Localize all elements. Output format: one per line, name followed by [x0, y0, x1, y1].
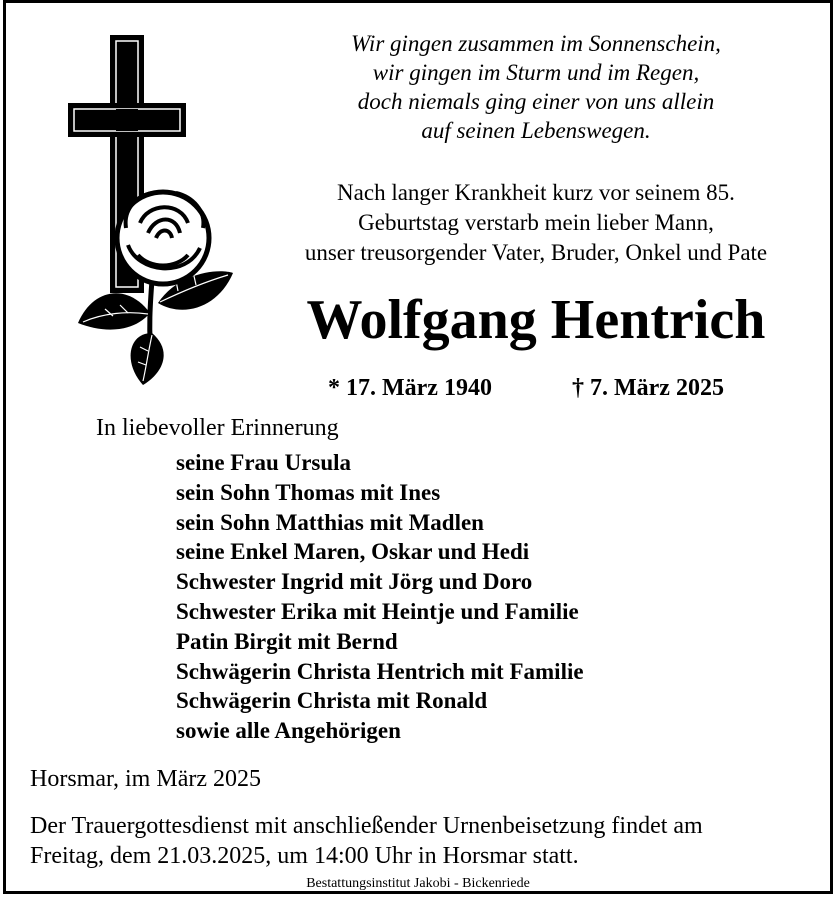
mourner-entry: sein Sohn Matthias mit Madlen: [176, 509, 484, 535]
poem: [286, 29, 786, 145]
birth-date: * 17. März 1940: [328, 375, 492, 401]
funeral-service-info: [30, 811, 820, 871]
mourner-entry: Schwägerin Christa mit Ronald: [176, 688, 488, 714]
mourner-entry: Patin Birgit mit Bernd: [176, 628, 398, 654]
poem-line: auf seinen Lebenswegen.: [421, 118, 651, 143]
funeral-home-credit: Bestattungsinstitut Jakobi - Bickenriede: [306, 876, 530, 891]
announcement-line: Nach langer Krankheit kurz vor seinem 85.: [337, 180, 735, 205]
memory-heading: In liebevoller Erinnerung: [96, 415, 339, 441]
mourner-entry: seine Frau Ursula: [176, 450, 352, 475]
announcement-line: Geburtstag verstarb mein lieber Mann,: [358, 210, 714, 235]
poem-line: Wir gingen zusammen im Sonnenschein,: [351, 31, 721, 56]
death-date: † 7. März 2025: [572, 375, 724, 401]
mourner-entry: Schwägerin Christa Hentrich mit Familie: [176, 658, 584, 684]
poem-line: doch niemals ging einer von uns allein: [357, 89, 715, 114]
announcement-line: unser treusorgender Vater, Bruder, Onkel und Pate: [304, 240, 768, 265]
mourner-entry: Schwester Erika mit Heintje und Familie: [176, 598, 579, 624]
service-line: Der Trauergottesdienst mit anschließender Urnenbeisetzung findet am: [30, 813, 703, 839]
place-and-date: Horsmar, im März 2025: [30, 766, 261, 792]
death-announcement: [261, 178, 811, 268]
poem-line: wir gingen im Sturm und im Regen,: [372, 60, 700, 85]
mourner-entry: sowie alle Angehörigen: [176, 718, 401, 744]
mourner-entry: seine Enkel Maren, Oskar und Hedi: [176, 539, 530, 565]
mourners-list: [176, 448, 584, 746]
obituary-notice: [3, 0, 833, 894]
mourner-entry: Schwester Ingrid mit Jörg und Doro: [176, 569, 533, 595]
deceased-name: Wolfgang Hentrich: [306, 289, 766, 351]
mourner-entry: sein Sohn Thomas mit Ines: [176, 479, 441, 505]
cross-with-rose-icon: [68, 33, 238, 393]
service-line: Freitag, dem 21.03.2025, um 14:00 Uhr in Horsmar statt.: [30, 843, 579, 869]
